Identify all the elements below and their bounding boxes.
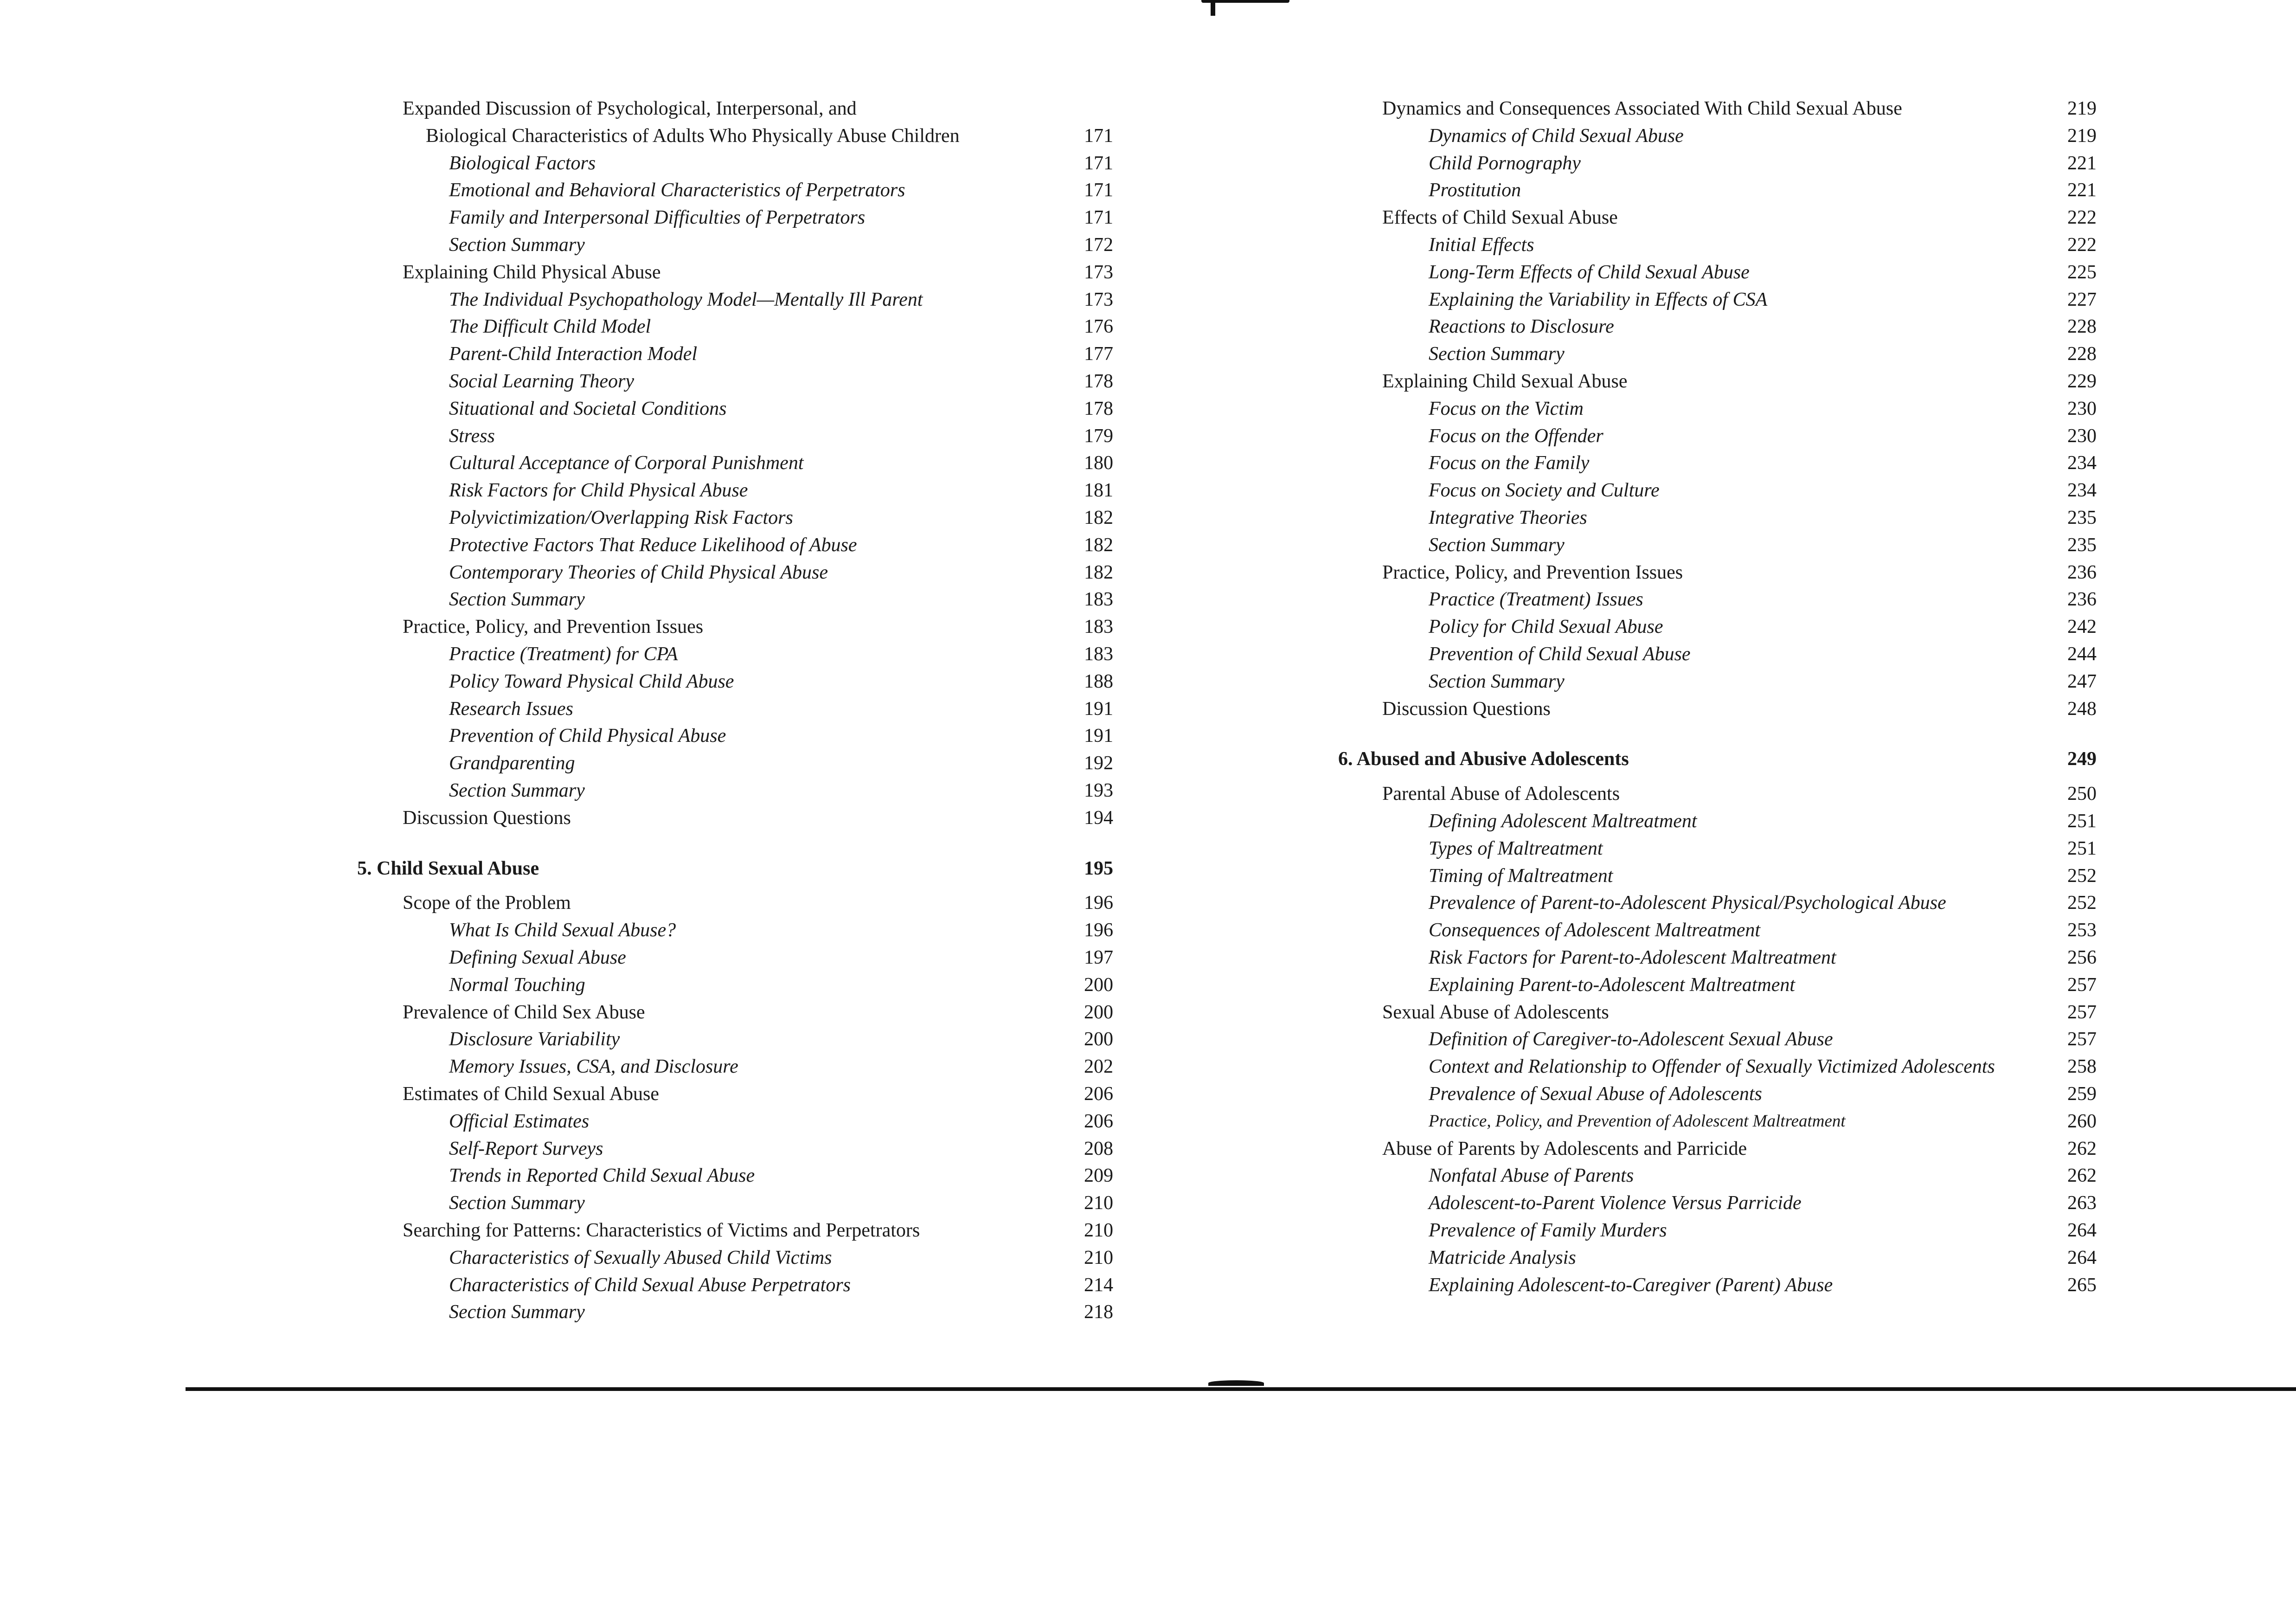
toc-title: Adolescent-to-Parent Violence Versus Parricide	[1429, 1192, 1802, 1214]
toc-title: Child Pornography	[1429, 153, 1581, 174]
toc-page-number: 196	[1084, 920, 1113, 941]
toc-page-number: 257	[2067, 1002, 2097, 1023]
toc-title: Emotional and Behavioral Characteristics of Perpetrators	[449, 180, 905, 201]
toc-entry-section-summary	[0, 668, 2296, 695]
toc-page-number: 256	[2067, 947, 2097, 968]
toc-entry-prostitution	[0, 177, 2296, 204]
toc-title: Prevention of Child Physical Abuse	[449, 725, 726, 747]
toc-page-number: 171	[1084, 207, 1113, 228]
toc-page-number: 182	[1084, 562, 1113, 583]
toc-page-number: 257	[2067, 1029, 2097, 1050]
toc-entry-focus-on-society-and-culture	[0, 477, 2296, 504]
toc-page-number: 252	[2067, 892, 2097, 914]
toc-page-number: 176	[1084, 316, 1113, 337]
toc-entry-long-term-effects-of-child-sexual-abuse	[0, 259, 2296, 286]
toc-page-number: 183	[1084, 616, 1113, 637]
toc-page-number: 227	[2067, 289, 2097, 310]
toc-title: Prevention of Child Sexual Abuse	[1429, 644, 1691, 665]
toc-title: Cultural Acceptance of Corporal Punishment	[449, 452, 804, 474]
toc-entry-reactions-to-disclosure	[0, 313, 2296, 340]
toc-title: Focus on Society and Culture	[1429, 480, 1660, 501]
toc-page-number: 235	[2067, 507, 2097, 528]
toc-entry-dynamics-of-child-sexual-abuse	[0, 122, 2296, 149]
toc-title: Sexual Abuse of Adolescents	[1382, 1002, 1609, 1023]
toc-title: Section Summary	[449, 234, 585, 256]
toc-entry-explaining-parent-to-adolescent-maltreat	[0, 972, 2296, 998]
toc-title: Initial Effects	[1429, 234, 1534, 256]
toc-entry-explaining-the-variability-in-effects-of	[0, 286, 2296, 313]
toc-entry-focus-on-the-offender	[0, 423, 2296, 450]
toc-title: Protective Factors That Reduce Likelihood of Abuse	[449, 534, 857, 556]
toc-entry-6-abused-and-abusive-adolescents	[0, 746, 2296, 772]
toc-page-number: 200	[1084, 1002, 1113, 1023]
toc-title: The Individual Psychopathology Model—Mentally Ill Parent	[449, 289, 923, 310]
toc-entry-nonfatal-abuse-of-parents	[0, 1162, 2296, 1189]
toc-page-number: 253	[2067, 920, 2097, 941]
toc-title: Parental Abuse of Adolescents	[1382, 783, 1620, 805]
toc-entry-practice-policy-and-prevention-issues	[0, 559, 2296, 586]
toc-entry-abuse-of-parents-by-adolescents-and-parr	[0, 1135, 2296, 1162]
toc-title: Nonfatal Abuse of Parents	[1429, 1165, 1634, 1186]
toc-title: Section Summary	[449, 589, 585, 610]
toc-page-number: 221	[2067, 153, 2097, 174]
toc-page-number: 228	[2067, 343, 2097, 365]
toc-title: Practice, Policy, and Prevention of Adolescent Maltreatment	[1429, 1112, 1846, 1131]
toc-page-number: 188	[1084, 671, 1113, 692]
toc-title: Expanded Discussion of Psychological, Interpersonal, and	[403, 98, 857, 119]
toc-entry-adolescent-to-parent-violence-versus-par	[0, 1190, 2296, 1216]
toc-entry-child-pornography	[0, 150, 2296, 177]
toc-entry-section-summary	[0, 1299, 2296, 1326]
toc-entry-sexual-abuse-of-adolescents	[0, 999, 2296, 1026]
toc-title: Risk Factors for Child Physical Abuse	[449, 480, 748, 501]
toc-page-number: 202	[1084, 1056, 1113, 1077]
toc-title: Policy Toward Physical Child Abuse	[449, 671, 734, 692]
toc-page-number: 209	[1084, 1165, 1113, 1186]
toc-page-number: 222	[2067, 207, 2097, 228]
toc-page-number: 234	[2067, 452, 2097, 474]
toc-title: Prostitution	[1429, 180, 1521, 201]
toc-title: What Is Child Sexual Abuse?	[449, 920, 676, 941]
toc-title: Section Summary	[449, 1301, 585, 1323]
toc-page-number: 222	[2067, 234, 2097, 256]
toc-page-number: 183	[1084, 589, 1113, 610]
toc-entry-risk-factors-for-parent-to-adolescent-ma	[0, 944, 2296, 971]
toc-title: 6. Abused and Abusive Adolescents	[1338, 748, 1629, 770]
toc-title: The Difficult Child Model	[449, 316, 651, 337]
toc-entry-prevention-of-child-sexual-abuse	[0, 641, 2296, 668]
toc-page-number: 236	[2067, 589, 2097, 610]
toc-title: Grandparenting	[449, 753, 575, 774]
toc-title: Explaining the Variability in Effects of CSA	[1429, 289, 1768, 310]
toc-page-number: 230	[2067, 398, 2097, 419]
toc-page-number: 214	[1084, 1274, 1113, 1296]
toc-entry-initial-effects	[0, 232, 2296, 258]
toc-title: Discussion Questions	[403, 807, 571, 829]
toc-title: Trends in Reported Child Sexual Abuse	[449, 1165, 755, 1186]
toc-page-number: 193	[1084, 780, 1113, 801]
toc-title: Scope of the Problem	[403, 892, 571, 914]
toc-page-number: 178	[1084, 398, 1113, 419]
toc-title: Effects of Child Sexual Abuse	[1382, 207, 1618, 228]
toc-page-number: 200	[1084, 1029, 1113, 1050]
toc-page-number: 249	[2067, 748, 2097, 770]
toc-title: Defining Adolescent Maltreatment	[1429, 811, 1697, 832]
toc-title: Integrative Theories	[1429, 507, 1587, 528]
toc-page-number: 183	[1084, 644, 1113, 665]
toc-title: 5. Child Sexual Abuse	[357, 858, 539, 879]
toc-entry-section-summary	[0, 532, 2296, 559]
toc-page-number: 234	[2067, 480, 2097, 501]
toc-title: Section Summary	[449, 1192, 585, 1214]
toc-page-number: 221	[2067, 180, 2097, 201]
toc-page-number: 173	[1084, 262, 1113, 283]
toc-page-number: 244	[2067, 644, 2097, 665]
toc-entry-prevalence-of-parent-to-adolescent-physi	[0, 889, 2296, 916]
toc-page-number: 173	[1084, 289, 1113, 310]
toc-title: Explaining Child Sexual Abuse	[1382, 371, 1628, 392]
toc-title: Section Summary	[1429, 534, 1565, 556]
toc-title: Definition of Caregiver-to-Adolescent Sexual Abuse	[1429, 1029, 1833, 1050]
toc-page-number: 242	[2067, 616, 2097, 637]
toc-title: Characteristics of Sexually Abused Child Victims	[449, 1247, 832, 1268]
toc-title: Reactions to Disclosure	[1429, 316, 1614, 337]
toc-title: Long-Term Effects of Child Sexual Abuse	[1429, 262, 1750, 283]
toc-title: Discussion Questions	[1382, 698, 1551, 720]
toc-title: Matricide Analysis	[1429, 1247, 1576, 1268]
toc-page-number: 192	[1084, 753, 1113, 774]
top-mark-tail	[1211, 2, 1215, 16]
toc-page-number: 247	[2067, 671, 2097, 692]
toc-page-number: 230	[2067, 425, 2097, 447]
toc-entry-section-summary	[0, 341, 2296, 367]
toc-page-number: 262	[2067, 1138, 2097, 1159]
toc-page-number: 264	[2067, 1220, 2097, 1241]
toc-page-number: 182	[1084, 534, 1113, 556]
toc-title: Estimates of Child Sexual Abuse	[403, 1083, 659, 1105]
toc-page-number: 171	[1084, 180, 1113, 201]
toc-page-number: 210	[1084, 1192, 1113, 1214]
toc-page-number: 257	[2067, 974, 2097, 996]
toc-title: Practice (Treatment) Issues	[1429, 589, 1643, 610]
toc-entry-explaining-adolescent-to-caregiver-paren	[0, 1272, 2296, 1299]
toc-page-number: 228	[2067, 316, 2097, 337]
toc-title: Biological Characteristics of Adults Who Physically Abuse Children	[426, 125, 960, 147]
toc-entry-discussion-questions	[0, 695, 2296, 722]
toc-title: Prevalence of Child Sex Abuse	[403, 1002, 645, 1023]
toc-page-number: 195	[1084, 858, 1113, 879]
bottom-rule	[186, 1387, 2296, 1391]
toc-page-number: 219	[2067, 98, 2097, 119]
toc-page-number: 264	[2067, 1247, 2097, 1268]
toc-title: Practice, Policy, and Prevention Issues	[403, 616, 704, 637]
toc-entry-timing-of-maltreatment	[0, 862, 2296, 889]
toc-title: Risk Factors for Parent-to-Adolescent Maltreatment	[1429, 947, 1836, 968]
toc-entry-practice-policy-and-prevention-of-adoles	[0, 1108, 2296, 1135]
toc-title: Dynamics of Child Sexual Abuse	[1429, 125, 1684, 147]
toc-title: Disclosure Variability	[449, 1029, 620, 1050]
toc-page-number: 258	[2067, 1056, 2097, 1077]
toc-title: Types of Maltreatment	[1429, 838, 1603, 859]
toc-entry-parental-abuse-of-adolescents	[0, 780, 2296, 807]
toc-page-number: 191	[1084, 725, 1113, 747]
toc-title: Explaining Child Physical Abuse	[403, 262, 661, 283]
toc-title: Defining Sexual Abuse	[449, 947, 626, 968]
toc-entry-explaining-child-sexual-abuse	[0, 368, 2296, 395]
center-smudge	[1208, 1380, 1264, 1386]
toc-title: Section Summary	[1429, 671, 1565, 692]
toc-page-number: 251	[2067, 838, 2097, 859]
toc-page-number: 251	[2067, 811, 2097, 832]
toc-entry-prevalence-of-family-murders	[0, 1217, 2296, 1244]
toc-page-number: 208	[1084, 1138, 1113, 1159]
toc-title: Family and Interpersonal Difficulties of Perpetrators	[449, 207, 866, 228]
toc-title: Focus on the Family	[1429, 452, 1590, 474]
toc-page-number: 218	[1084, 1301, 1113, 1323]
toc-title: Polyvictimization/Overlapping Risk Factors	[449, 507, 793, 528]
toc-title: Parent-Child Interaction Model	[449, 343, 698, 365]
toc-title: Memory Issues, CSA, and Disclosure	[449, 1056, 738, 1077]
toc-title: Social Learning Theory	[449, 371, 634, 392]
toc-page-number: 196	[1084, 892, 1113, 914]
toc-title: Section Summary	[449, 780, 585, 801]
toc-page-number: 250	[2067, 783, 2097, 805]
toc-page-number: 178	[1084, 371, 1113, 392]
toc-entry-matricide-analysis	[0, 1244, 2296, 1271]
toc-page-number: 262	[2067, 1165, 2097, 1186]
toc-entry-defining-adolescent-maltreatment	[0, 808, 2296, 835]
toc-title: Situational and Societal Conditions	[449, 398, 727, 419]
toc-entry-dynamics-and-consequences-associated-wit	[0, 95, 2296, 122]
toc-entry-definition-of-caregiver-to-adolescent-se	[0, 1026, 2296, 1053]
toc-title: Research Issues	[449, 698, 573, 720]
toc-title: Self-Report Surveys	[449, 1138, 603, 1159]
toc-title: Dynamics and Consequences Associated With Child Sexual Abuse	[1382, 98, 1902, 119]
toc-page-number: 181	[1084, 480, 1113, 501]
toc-title: Prevalence of Family Murders	[1429, 1220, 1667, 1241]
toc-entry-focus-on-the-victim	[0, 395, 2296, 422]
toc-entry-practice-treatment-issues	[0, 586, 2296, 613]
toc-title: Practice, Policy, and Prevention Issues	[1382, 562, 1683, 583]
toc-page-number: 236	[2067, 562, 2097, 583]
toc-title: Consequences of Adolescent Maltreatment	[1429, 920, 1761, 941]
toc-title: Timing of Maltreatment	[1429, 865, 1613, 887]
toc-title: Stress	[449, 425, 495, 447]
toc-page-number: 263	[2067, 1192, 2097, 1214]
toc-title: Explaining Adolescent-to-Caregiver (Parent) Abuse	[1429, 1274, 1833, 1296]
toc-title: Normal Touching	[449, 974, 585, 996]
toc-page-number: 177	[1084, 343, 1113, 365]
toc-entry-consequences-of-adolescent-maltreatment	[0, 917, 2296, 944]
toc-page-number: 206	[1084, 1083, 1113, 1105]
toc-page-number: 197	[1084, 947, 1113, 968]
toc-title: Characteristics of Child Sexual Abuse Perpetrators	[449, 1274, 851, 1296]
toc-page-number: 252	[2067, 865, 2097, 887]
toc-entry-prevalence-of-sexual-abuse-of-adolescent	[0, 1081, 2296, 1107]
toc-page-number: 172	[1084, 234, 1113, 256]
toc-title: Section Summary	[1429, 343, 1565, 365]
toc-title: Abuse of Parents by Adolescents and Parricide	[1382, 1138, 1747, 1159]
toc-page-number: 235	[2067, 534, 2097, 556]
toc-page-number: 225	[2067, 262, 2097, 283]
toc-page-number: 171	[1084, 125, 1113, 147]
toc-title: Prevalence of Sexual Abuse of Adolescents	[1429, 1083, 1762, 1105]
toc-title: Searching for Patterns: Characteristics of Victims and Perpetrators	[403, 1220, 920, 1241]
toc-page-number: 229	[2067, 371, 2097, 392]
toc-title: Prevalence of Parent-to-Adolescent Physical/Psychological Abuse	[1429, 892, 1946, 914]
toc-title: Practice (Treatment) for CPA	[449, 644, 678, 665]
toc-entry-types-of-maltreatment	[0, 835, 2296, 862]
toc-page-number: 191	[1084, 698, 1113, 720]
toc-page-number: 210	[1084, 1220, 1113, 1241]
toc-title: Policy for Child Sexual Abuse	[1429, 616, 1663, 637]
toc-page-number: 182	[1084, 507, 1113, 528]
toc-title: Focus on the Offender	[1429, 425, 1603, 447]
toc-page-number: 219	[2067, 125, 2097, 147]
toc-entry-focus-on-the-family	[0, 450, 2296, 476]
toc-page-number: 210	[1084, 1247, 1113, 1268]
toc-title: Biological Factors	[449, 153, 596, 174]
toc-page-number: 171	[1084, 153, 1113, 174]
toc-title: Official Estimates	[449, 1111, 590, 1132]
toc-title: Context and Relationship to Offender of Sexually Victimized Adolescents	[1429, 1056, 1995, 1077]
toc-page-number: 194	[1084, 807, 1113, 829]
toc-entry-policy-for-child-sexual-abuse	[0, 613, 2296, 640]
toc-page-number: 200	[1084, 974, 1113, 996]
toc-page-number: 248	[2067, 698, 2097, 720]
toc-title: Focus on the Victim	[1429, 398, 1584, 419]
toc-entry-effects-of-child-sexual-abuse	[0, 204, 2296, 231]
toc-page-number: 180	[1084, 452, 1113, 474]
toc-title: Contemporary Theories of Child Physical Abuse	[449, 562, 828, 583]
toc-page-number: 265	[2067, 1274, 2097, 1296]
toc-entry-integrative-theories	[0, 504, 2296, 531]
toc-page-number: 206	[1084, 1111, 1113, 1132]
toc-page-number: 179	[1084, 425, 1113, 447]
toc-entry-context-and-relationship-to-offender-of-	[0, 1053, 2296, 1080]
toc-page-number: 259	[2067, 1083, 2097, 1105]
toc-page-number: 260	[2067, 1111, 2097, 1132]
toc-title: Explaining Parent-to-Adolescent Maltreatment	[1429, 974, 1796, 996]
